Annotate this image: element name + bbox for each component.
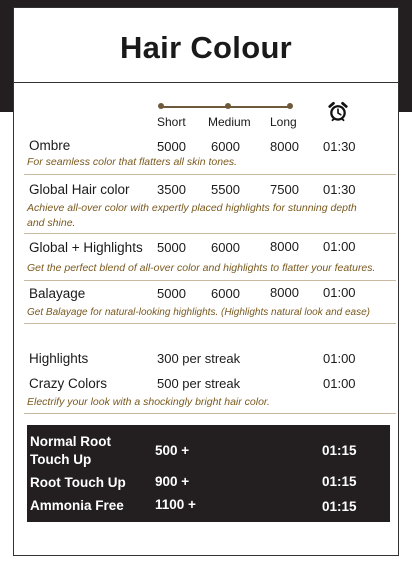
- duration: 01:00: [323, 285, 356, 300]
- price: 500 +: [155, 443, 190, 458]
- duration: 01:30: [323, 182, 356, 197]
- price-short: 3500: [157, 182, 186, 197]
- divider: [24, 323, 396, 324]
- price-medium: 6000: [211, 139, 240, 154]
- price-long: 7500: [270, 182, 299, 197]
- duration: 01:00: [323, 239, 356, 254]
- service-description: For seamless color that flatters all skin tones.: [27, 156, 238, 168]
- divider: [24, 413, 396, 414]
- price-medium: 6000: [211, 286, 240, 301]
- service-name: Highlights: [29, 351, 89, 366]
- service-name: Global Hair color: [29, 182, 130, 197]
- column-short: Short: [157, 115, 186, 129]
- service-name-line2: Touch Up: [30, 452, 92, 467]
- duration: 01:30: [323, 139, 356, 154]
- price: 900 +: [155, 474, 190, 489]
- alarm-clock-icon: [327, 101, 349, 123]
- price-per-streak: 300 per streak: [157, 351, 241, 366]
- divider: [24, 280, 396, 281]
- price-long: 8000: [270, 139, 299, 154]
- price-short: 5000: [157, 286, 186, 301]
- service-name: Ammonia Free: [30, 498, 124, 513]
- service-description: Get the perfect blend of all-over color and highlights to flatter your features.: [27, 262, 376, 274]
- price-long: 8000: [270, 239, 299, 254]
- scale-dot-short: [158, 103, 164, 109]
- price-long: 8000: [270, 285, 299, 300]
- price-medium: 5500: [211, 182, 240, 197]
- scale-dot-long: [287, 103, 293, 109]
- duration: 01:00: [323, 376, 356, 391]
- page-title: Hair Colour: [119, 30, 293, 65]
- price-short: 5000: [157, 139, 186, 154]
- column-long: Long: [270, 115, 297, 129]
- price-medium: 6000: [211, 240, 240, 255]
- scale-dot-medium: [225, 103, 231, 109]
- divider: [24, 233, 396, 234]
- service-name: Crazy Colors: [29, 376, 108, 391]
- price-short: 5000: [157, 240, 186, 255]
- service-description: Electrify your look with a shockingly bright hair color.: [27, 396, 270, 408]
- service-description: Get Balayage for natural-looking highlights. (Highlights natural look and ease): [27, 307, 370, 318]
- duration: 01:00: [323, 351, 356, 366]
- duration: 01:15: [322, 499, 357, 514]
- service-name: Ombre: [29, 138, 71, 153]
- price: 1100 +: [155, 497, 196, 512]
- duration: 01:15: [322, 474, 357, 489]
- service-name: Root Touch Up: [30, 475, 126, 490]
- column-medium: Medium: [208, 115, 251, 129]
- duration: 01:15: [322, 443, 357, 458]
- service-name: Balayage: [29, 286, 86, 301]
- price-per-streak: 500 per streak: [157, 376, 241, 391]
- service-name: Global + Highlights: [29, 240, 143, 255]
- service-description: Achieve all-over color with expertly placed highlights for stunning depth and shine.: [27, 202, 357, 229]
- divider: [24, 174, 396, 175]
- service-name-line1: Normal Root: [30, 434, 111, 449]
